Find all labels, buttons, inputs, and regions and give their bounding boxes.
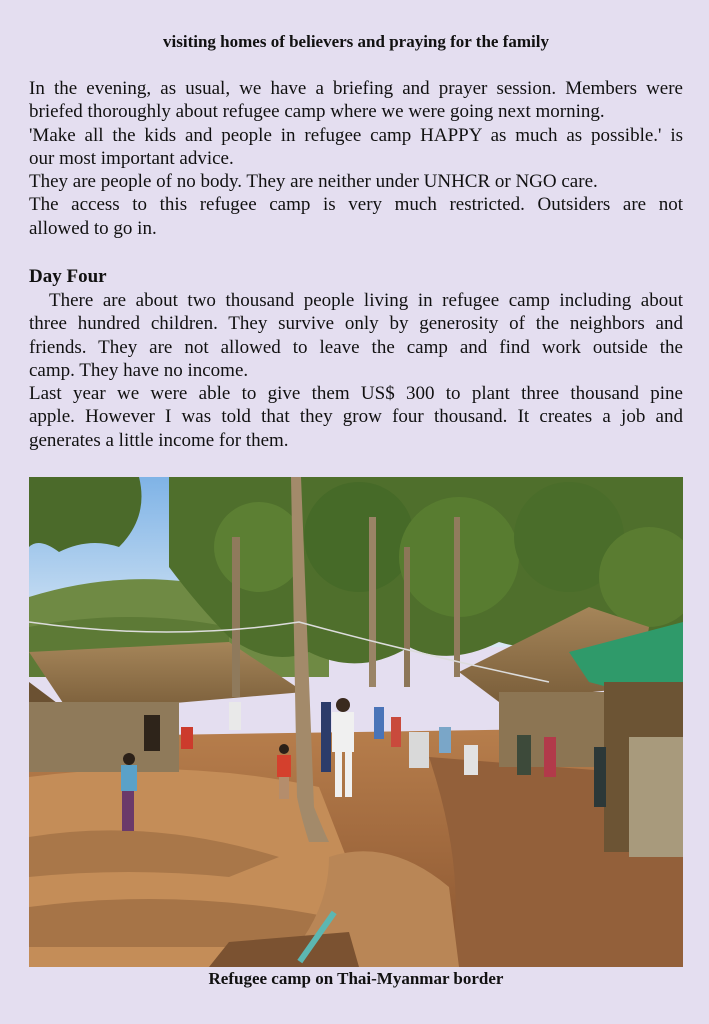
paragraph-line: There are about two thousand people living in refugee camp including about: [49, 290, 683, 311]
section-heading: visiting homes of believers and praying for the family: [163, 32, 549, 51]
paragraph-line: They are people of no body. They are neither under UNHCR or NGO care.: [29, 171, 598, 193]
day-heading: Day Four: [29, 266, 107, 287]
day-paragraph: [29, 289, 683, 452]
paragraph-line: friends. They are not allowed to leave the camp and find work outside the: [29, 336, 683, 358]
photo-caption: Refugee camp on Thai-Myanmar border: [208, 969, 504, 988]
paragraph-line: camp. They have no income.: [29, 359, 249, 381]
paragraph-line: apple. However I was told that they grow four thousand. It creates a job and: [29, 406, 683, 428]
paragraph-line: 'Make all the kids and people in refugee camp HAPPY as much as possible.' is: [29, 124, 683, 146]
paragraph-line: allowed to go in.: [29, 217, 157, 239]
paragraph-line: The access to this refugee camp is very much restricted. Outsiders are not: [29, 194, 683, 216]
paragraph-line: Last year we were able to give them US$ 300 to plant three thousand pine: [29, 383, 683, 405]
refugee-camp-photo: [29, 477, 683, 967]
paragraph-line: briefed thoroughly about refugee camp where we were going next morning.: [29, 101, 605, 123]
paragraph-line: our most important advice.: [29, 147, 234, 169]
paragraph-line: generates a little income for them.: [29, 429, 289, 451]
evening-paragraph: [29, 77, 683, 240]
paragraph-line: In the evening, as usual, we have a briefing and prayer session. Members were: [29, 78, 683, 99]
paragraph-line: three hundred children. They survive only by generosity of the neighbors and: [29, 313, 683, 335]
